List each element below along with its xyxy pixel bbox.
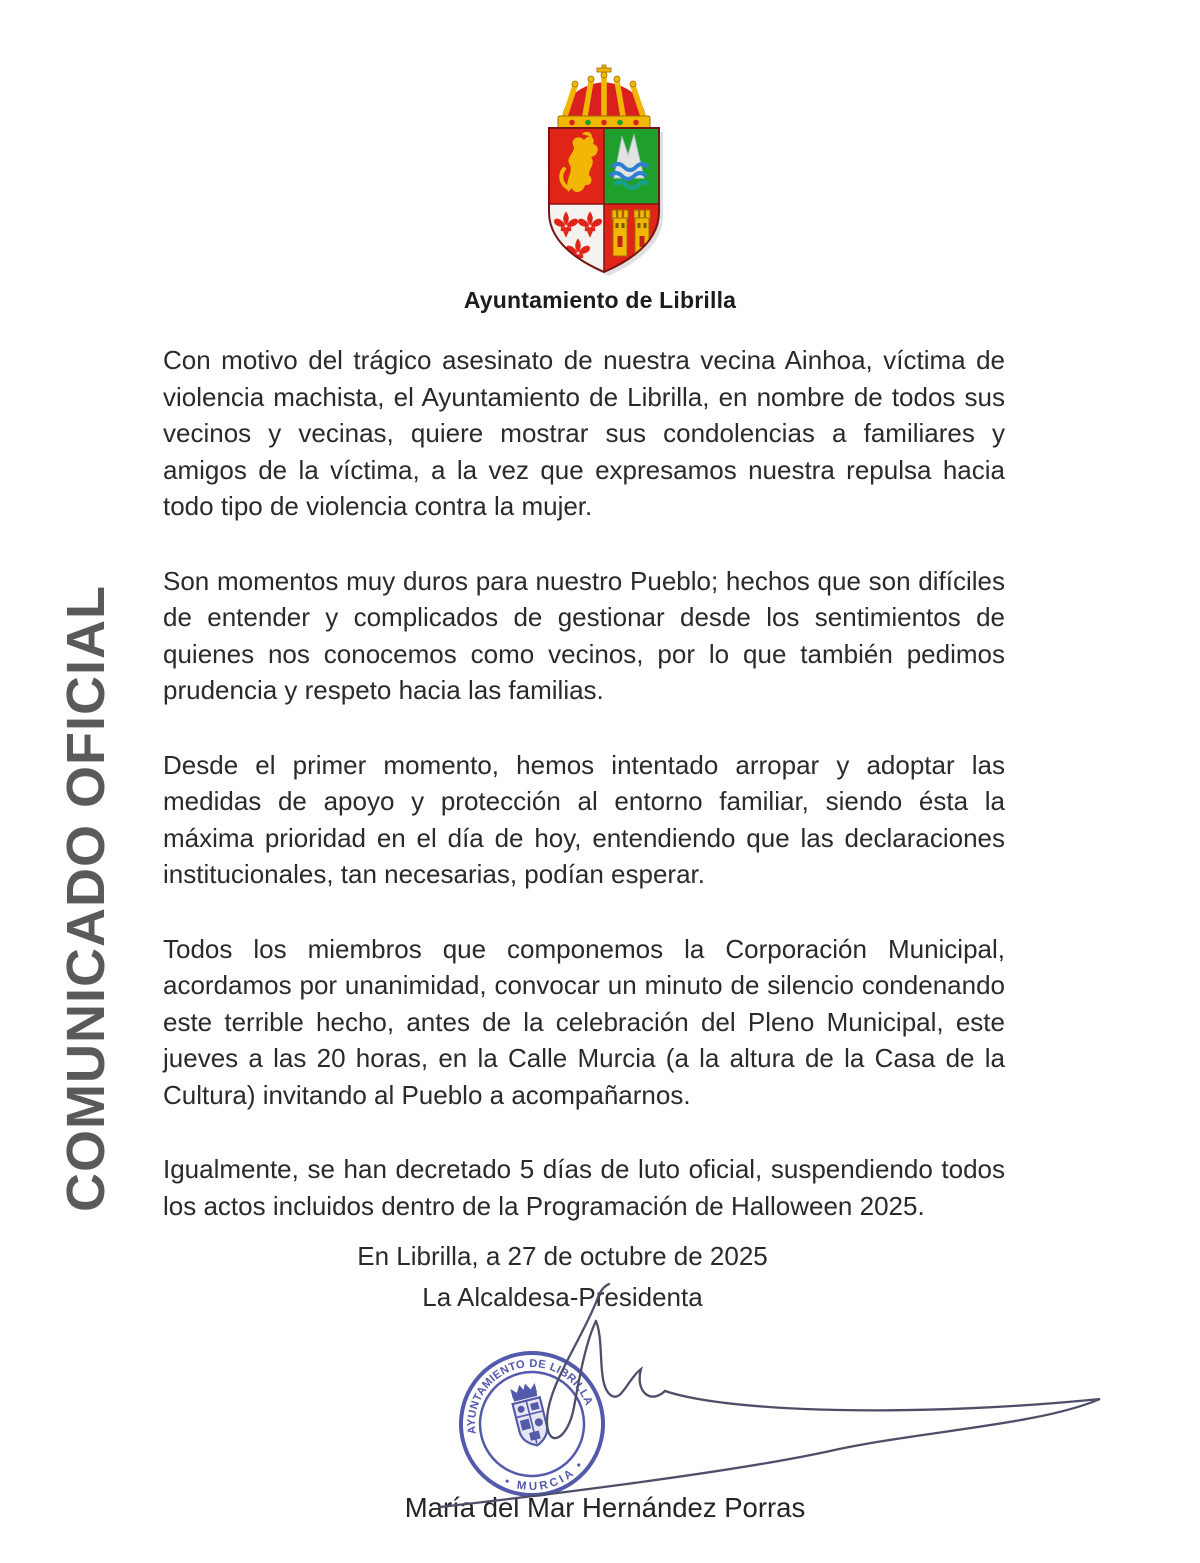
coat-of-arms-icon [538,64,670,284]
signature-area [400,1283,1130,1523]
signer-name: María del Mar Hernández Porras [404,1492,806,1523]
signature-icon [440,1284,1100,1507]
stamp-seal-icon [446,1338,618,1510]
paragraph-4: Todos los miembros que componemos la Corporación Municipal, acordamos por unanimidad, convocar un minuto de silencio condenando este terrible hecho, antes de la celebración del Pleno Municipal, este jueves a las 20 horas, en la Calle Murcia (a la altura de la Casa de la Cultura) invitando al Pueblo a acompañarnos. [163,933,1005,1110]
stamp-ring-top-text: AYUNTAMIENTO DE LIBRILLA [465,1357,595,1435]
paragraph-1: Con motivo del trágico asesinato de nuestra vecina Ainhoa, víctima de violencia machista, el Ayuntamiento de Librilla, en nombre de todos sus vecinos y vecinas, quiere mostrar sus condolencias a familiares y amigos de la víctima, a la vez que expresamos nuestra repulsa hacia todo tipo de violencia contra la mujer. [163,345,1005,521]
document-title: Ayuntamiento de Librilla [463,287,737,313]
paragraph-2: Son momentos muy duros para nuestro Pueblo; hechos que son difíciles de entender y complicados de gestionar desde los sentimientos de quienes nos conocemos como vecinos, por lo que también pedimos prudencia y respeto hacia las familias. [163,565,1005,705]
document-body [163,342,1005,1262]
stamp-ring-bottom-text: • MURCIA • [502,1457,588,1494]
crown-icon [558,65,650,129]
stamp-crest-icon [509,1382,551,1449]
paragraph-3: Desde el primer momento, hemos intentado arropar y adoptar las medidas de apoyo y protección al entorno familiar, siendo ésta la máxima prioridad en el día de hoy, entendiendo que las declaraciones institucionales, tan necesarias, podían esperar. [163,749,1005,889]
signer-title-line: La Alcaldesa-Presidenta [422,1282,703,1312]
watermark-vertical-text: COMUNICADO OFICIAL [56,585,116,1212]
paragraph-5: Igualmente, se han decretado 5 días de luto oficial, suspendiendo todos los actos incluidos dentro de la Programación de Halloween 2025. [163,1154,1005,1221]
coat-of-arms [538,64,670,284]
signature-and-stamp [400,1283,1130,1523]
place-date-line: En Librilla, a 27 de octubre de 2025 [357,1241,768,1271]
